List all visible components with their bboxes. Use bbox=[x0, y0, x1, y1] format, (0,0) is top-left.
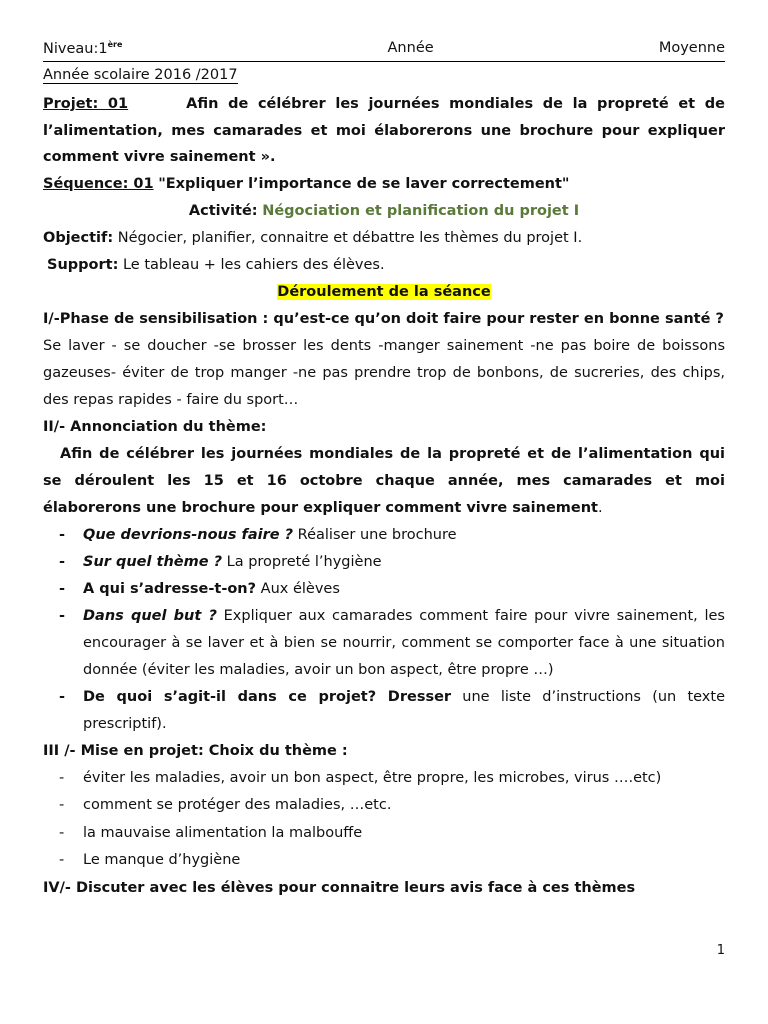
project-statement bbox=[43, 91, 725, 171]
phase3-title: III /- Mise en projet: Choix du thème : bbox=[43, 742, 348, 759]
list-item: - De quoi s’agit-il dans ce projet? Dresser une liste d’instructions (un texte prescriptif). bbox=[59, 688, 725, 732]
sequence-text: "Expliquer l’importance de se laver correctement" bbox=[158, 176, 570, 193]
list-item: - Sur quel thème ? La propreté l’hygiène bbox=[59, 553, 382, 570]
activity-value: Négociation et planification du projet I bbox=[262, 203, 580, 220]
phase4-title: IV/- Discuter avec les élèves pour connaitre leurs avis face à ces thèmes bbox=[43, 879, 636, 896]
objective-label: Objectif: bbox=[43, 230, 114, 247]
phase1-text: Se laver - se doucher -se brosser les dents -manger sainement -ne pas boire de boissons gazeuses- éviter de trop manger -ne pas prendre trop de bonbons, de sucreries, des chips, des repas rapides - faire du sport… bbox=[43, 337, 725, 408]
phase2-title: II/- Annonciation du thème: bbox=[43, 418, 267, 435]
list-item: - la mauvaise alimentation la malbouffe bbox=[59, 824, 363, 841]
phase2-text: Afin de célébrer les journées mondiales de la propreté et de l’alimentation qui se déroulent les 15 et 16 octobre chaque année, mes camarades et moi élaborerons une brochure pour expliquer comment vivre sainement. bbox=[43, 445, 725, 516]
support-text: Le tableau + les cahiers des élèves. bbox=[122, 257, 385, 274]
activity-line bbox=[43, 198, 725, 225]
sequence-line bbox=[43, 171, 725, 198]
list-item: - Le manque d’hygiène bbox=[59, 852, 241, 869]
list-item: - Dans quel but ? Expliquer aux camarades comment faire pour vivre sainement, les encourager à se laver et à bien se nourrir, comment se comporter face à une situation donnée (éviter les maladies, avoir un bon aspect, être propre …) bbox=[59, 607, 725, 678]
project-label: Projet: 01 bbox=[43, 96, 129, 112]
objective-line bbox=[43, 225, 725, 252]
support-label: Support: bbox=[47, 257, 119, 274]
school-year: Année scolaire 2016 /2017 bbox=[43, 67, 238, 83]
phase1-title: I/-Phase de sensibilisation : qu’est-ce qu’on doit faire pour rester en bonne santé ? bbox=[43, 311, 724, 328]
header-level-row bbox=[43, 40, 725, 62]
annee-label: Année bbox=[387, 40, 434, 56]
niveau-label: Niveau:1ère bbox=[43, 40, 123, 57]
project-text: Afin de célébrer les journées mondiales de la propreté et de l’alimentation, mes camarades et moi élaborerons une brochure pour expliquer comment vivre sainement ». bbox=[43, 96, 725, 166]
activity-label: Activité: bbox=[188, 203, 258, 220]
list-item: - éviter les maladies, avoir un bon aspect, être propre, les microbes, virus ….etc) bbox=[59, 769, 662, 786]
list-item: - A qui s’adresse-t-on? Aux élèves bbox=[59, 580, 340, 597]
phase3-list bbox=[43, 765, 725, 875]
objective-text: Négocier, planifier, connaitre et débattre les thèmes du projet I. bbox=[117, 230, 583, 247]
document-page bbox=[43, 40, 725, 902]
sequence-label: Séquence: 01 bbox=[43, 176, 154, 193]
phase2-questions bbox=[43, 522, 725, 738]
support-line bbox=[43, 252, 725, 279]
list-item: - comment se protéger des maladies, …etc. bbox=[59, 797, 392, 814]
session-title: Déroulement de la séance bbox=[277, 284, 491, 301]
moyenne-label: Moyenne bbox=[658, 40, 725, 56]
list-item: - Que devrions-nous faire ? Réaliser une brochure bbox=[59, 526, 457, 543]
page-number: 1 bbox=[716, 943, 725, 958]
